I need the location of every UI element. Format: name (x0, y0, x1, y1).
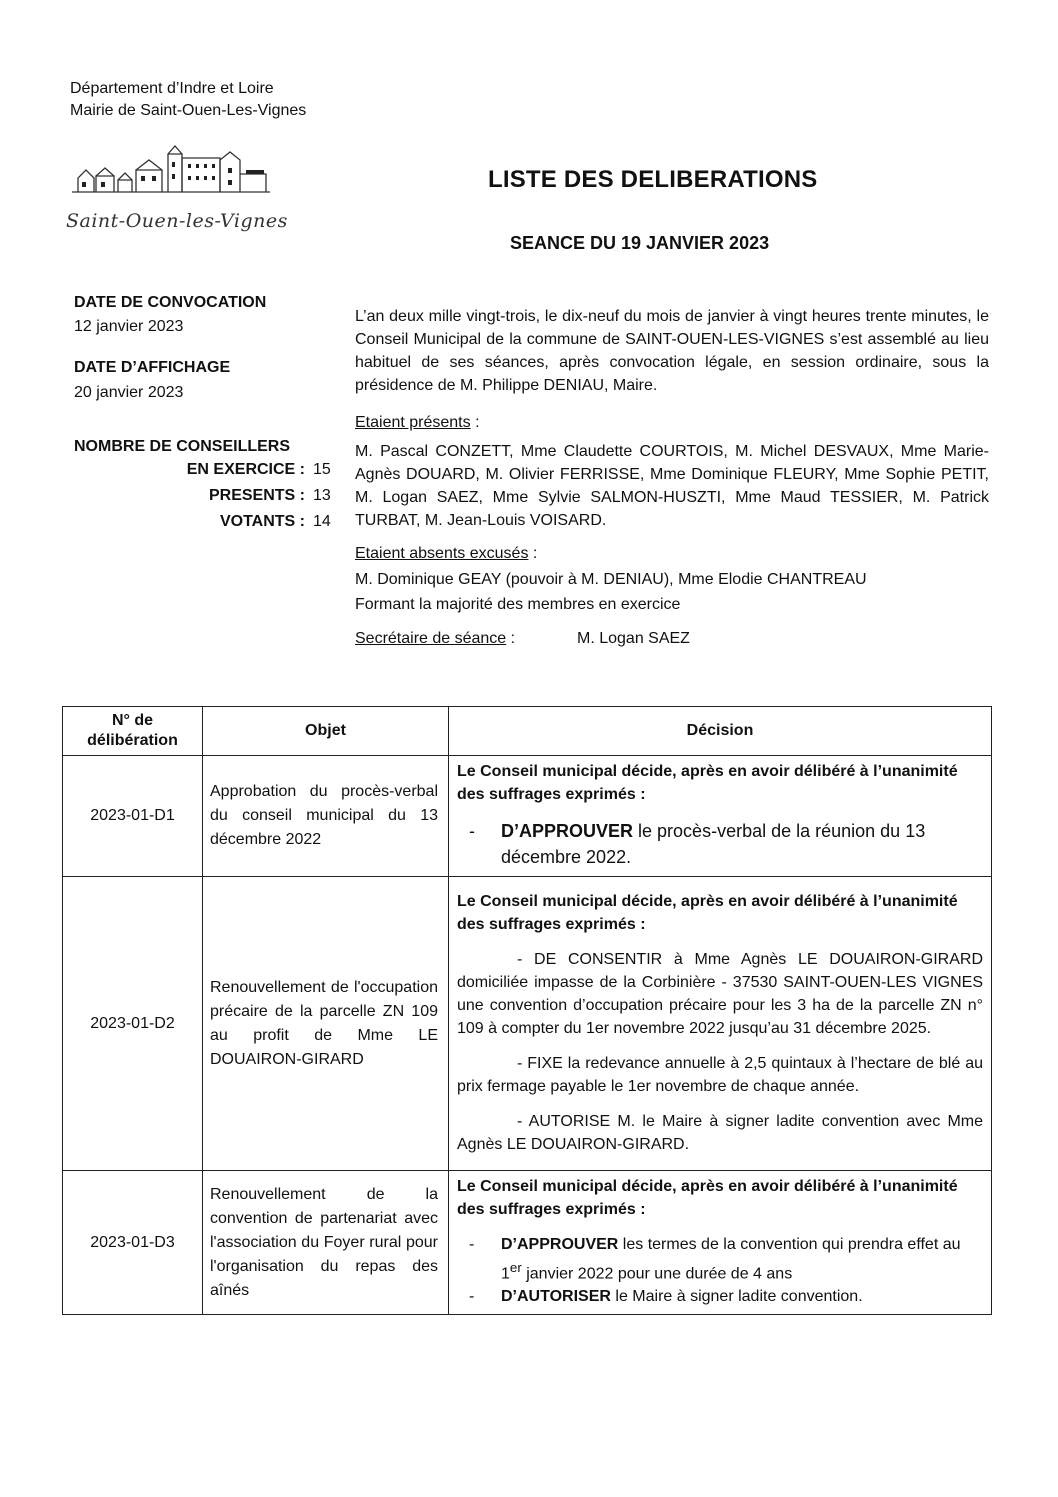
deliberation-number: 2023-01-D1 (63, 756, 203, 877)
decision-item (457, 1285, 983, 1308)
exercice-label: EN EXERCICE : (186, 461, 305, 478)
col-header-number-line2: délibération (87, 732, 178, 749)
deliberation-objet: Approbation du procès-verbal du conseil municipal du 13 décembre 2022 (203, 756, 449, 877)
decision-intro: Le Conseil municipal décide, après en avoir délibéré à l’unanimité des suffrages exprimés : (457, 1178, 958, 1218)
decision-item (457, 818, 983, 870)
decision-date-sup: er (509, 1260, 522, 1275)
deliberation-number: 2023-01-D3 (63, 1171, 203, 1315)
decision-paragraph: - AUTORISE M. le Maire à signer ladite convention avec Mme Agnès LE DOUAIRON-GIRARD. (457, 1112, 983, 1153)
deliberation-decision (449, 756, 992, 877)
table-row (63, 1171, 992, 1315)
decision-date-day: 1 (501, 1265, 510, 1283)
affichage-date: 20 janvier 2023 (74, 384, 184, 401)
deliberation-objet: Renouvellement de la convention de partenariat avec l'association du Foyer rural pour l'organisation du repas des aînés (203, 1171, 449, 1315)
decision-text: le procès-verbal de la réunion du 13 décembre 2022. (501, 821, 926, 867)
village-logo (70, 140, 280, 200)
logo-signature-text: Saint-Ouen-les-Vignes (66, 210, 288, 232)
presents-label: PRESENTS : (208, 487, 305, 504)
secretaire-label: Secrétaire de séance (355, 630, 507, 647)
absents-heading-label: Etaient absents excusés (355, 545, 529, 562)
bullet-dash: - (469, 1288, 475, 1306)
affichage-label: DATE D’AFFICHAGE (74, 359, 231, 376)
convocation-date: 12 janvier 2023 (74, 318, 184, 335)
decision-verb: D’APPROUVER (501, 821, 634, 841)
decision-verb: D’AUTORISER (501, 1288, 611, 1306)
votants-count: 14 (313, 513, 331, 530)
department-name: Département d’Indre et Loire (70, 80, 274, 97)
presents-heading-colon: : (470, 414, 480, 431)
table-header-row (63, 707, 992, 756)
decision-paragraph: - DE CONSENTIR à Mme Agnès LE DOUAIRON-GIRARD domiciliée impasse de la Corbinière - 37530 SAINT-OUEN-LES VIGNES une convention d’occupation précaire pour les 3 ha de la parcelle ZN n° 109 à compter du 1er novembre 2022 jusqu’au 31 décembre 2025. (457, 950, 983, 1037)
absents-heading-colon: : (528, 545, 538, 562)
session-date: SEANCE DU 19 JANVIER 2023 (510, 233, 770, 253)
decision-text: le Maire à signer ladite convention. (610, 1288, 863, 1306)
absents-heading (355, 545, 537, 563)
secretaire-line (355, 630, 515, 648)
deliberation-number: 2023-01-D2 (63, 877, 203, 1171)
deliberation-objet: Renouvellement de l'occupation précaire de la parcelle ZN 109 au profit de Mme LE DOUAIRON-GIRARD (203, 877, 449, 1171)
absents-list: M. Dominique GEAY (pouvoir à M. DENIAU), Mme Elodie CHANTREAU (355, 571, 867, 588)
col-header-decision: Décision (449, 707, 992, 756)
decision-text-rest: janvier 2022 pour une durée de 4 ans (521, 1265, 793, 1283)
bullet-dash: - (469, 821, 475, 841)
decision-item (457, 1233, 983, 1285)
presents-heading (355, 414, 480, 432)
convocation-label: DATE DE CONVOCATION (74, 294, 267, 311)
votants-label: VOTANTS : (219, 513, 305, 530)
presents-count: 13 (313, 487, 331, 504)
mairie-name: Mairie de Saint-Ouen-Les-Vignes (70, 102, 307, 119)
presents-heading-label: Etaient présents (355, 414, 471, 431)
col-header-number-line1: N° de (111, 712, 154, 729)
intro-paragraph: L’an deux mille vingt-trois, le dix-neuf du mois de janvier à vingt heures trente minutes, le Conseil Municipal de la commune de SAINT-OUEN-LES-VIGNES s’est assemblé au lieu habituel de ses séances, après convocation légale, en session ordinaire, sous la présidence de M. Philippe DENIAU, Maire. (355, 308, 989, 394)
secretaire-name: M. Logan SAEZ (577, 630, 690, 647)
deliberations-table (62, 706, 992, 1315)
majority-note: Formant la majorité des membres en exercice (355, 596, 681, 613)
decision-paragraph: - FIXE la redevance annuelle à 2,5 quintaux à l’hectare de blé au prix fermage payable le 1er novembre de chaque année. (457, 1054, 983, 1095)
bullet-dash: - (469, 1236, 475, 1253)
conseillers-label: NOMBRE DE CONSEILLERS (74, 438, 291, 455)
secretaire-colon: : (506, 630, 516, 647)
decision-intro: Le Conseil municipal décide, après en avoir délibéré à l’unanimité des suffrages exprimés : (457, 892, 958, 933)
decision-verb: D’APPROUVER (501, 1236, 619, 1253)
decision-intro: Le Conseil municipal décide, après en avoir délibéré à l’unanimité des suffrages exprimés : (457, 763, 958, 803)
table-row (63, 877, 992, 1171)
exercice-count: 15 (313, 461, 331, 478)
table-row (63, 756, 992, 877)
col-header-number (63, 707, 203, 756)
deliberation-decision (449, 1171, 992, 1315)
presents-list: M. Pascal CONZETT, Mme Claudette COURTOIS, M. Michel DESVAUX, Mme Marie-Agnès DOUARD, M. Olivier FERRISSE, Mme Dominique FLEURY, Mme Sophie PETIT, M. Logan SAEZ, Mme Sylvie SALMON-HUSZTI, Mme Maud TESSIER, M. Patrick TURBAT, M. Jean-Louis VOISARD. (355, 443, 989, 529)
decision-text: les termes de la convention qui prendra effet au (618, 1236, 961, 1253)
deliberation-decision (449, 877, 992, 1171)
col-header-objet: Objet (203, 707, 449, 756)
page-title: LISTE DES DELIBERATIONS (488, 166, 818, 193)
